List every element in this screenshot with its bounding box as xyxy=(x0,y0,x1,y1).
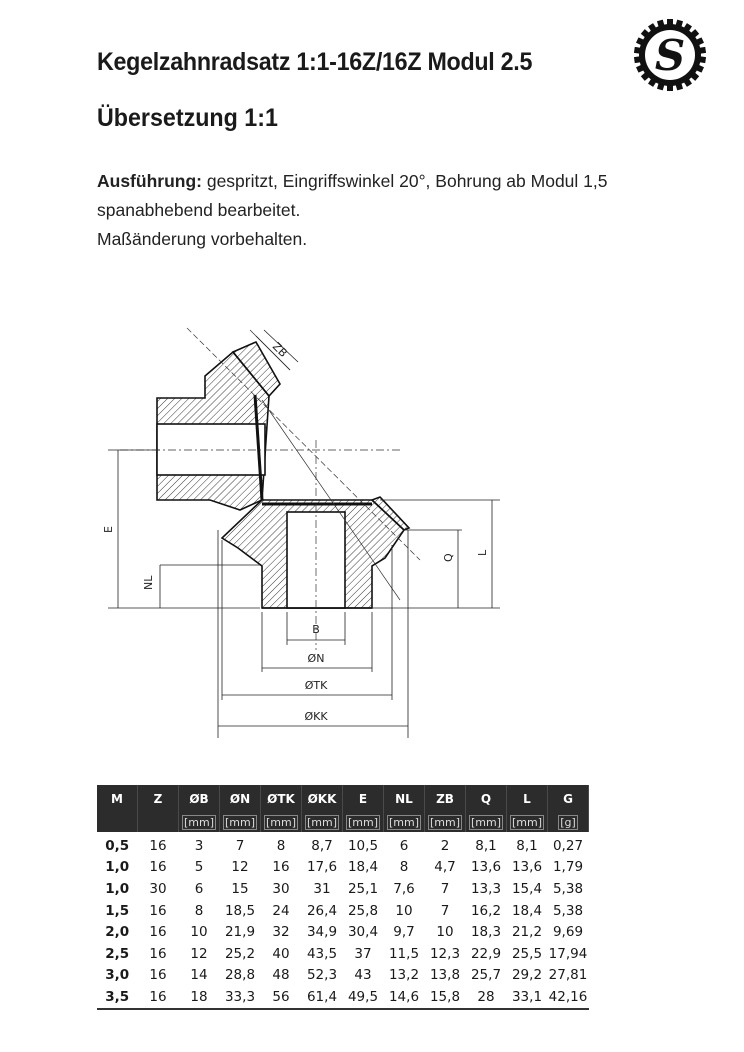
bevel-gear-drawing xyxy=(95,318,525,748)
table-cell: 9,7 xyxy=(393,924,415,941)
table-cell: 3,5 xyxy=(97,986,138,1009)
table-row xyxy=(97,921,589,943)
table-cell: 14 xyxy=(190,967,208,984)
column-unit xyxy=(220,812,261,832)
column-unit xyxy=(384,812,425,832)
column-unit xyxy=(97,812,138,832)
table-cell: 18,4 xyxy=(347,859,379,876)
table-cell: 1,79 xyxy=(552,859,584,876)
table-cell: 18 xyxy=(179,986,220,1009)
table-row xyxy=(97,857,589,879)
table-cell: 16 xyxy=(149,924,167,941)
column-unit xyxy=(425,812,466,832)
table-units-row xyxy=(97,812,589,832)
column-unit xyxy=(548,812,589,832)
table-cell: 13,2 xyxy=(388,967,420,984)
column-header: ØN xyxy=(220,785,261,812)
table-cell: 10 xyxy=(190,924,208,941)
column-header: L xyxy=(507,785,548,812)
label-e: E xyxy=(102,526,115,533)
table-cell: 10,5 xyxy=(347,837,379,854)
label-zb: ZB xyxy=(269,339,290,360)
table-cell: 3 xyxy=(194,837,204,854)
table-cell: 27,81 xyxy=(548,967,588,984)
table-cell: 30,4 xyxy=(347,924,379,941)
table-cell: 29,2 xyxy=(511,967,543,984)
label-l: L xyxy=(476,549,489,556)
column-header: NL xyxy=(384,785,425,812)
description-line-3: Maßänderung vorbehalten. xyxy=(97,229,308,249)
column-unit xyxy=(343,812,384,832)
column-unit xyxy=(179,812,220,832)
table-cell: 49,5 xyxy=(343,986,384,1009)
table-cell: 30 xyxy=(149,880,167,897)
table-cell: 21,9 xyxy=(224,924,256,941)
table-cell: 16 xyxy=(149,859,167,876)
table-cell: 8 xyxy=(194,902,204,919)
table-cell: 8 xyxy=(276,837,286,854)
unit-label: [mm] xyxy=(183,815,214,829)
description-text-1: gespritzt, Eingriffswinkel 20°, Bohrung ab Modul 1,5 xyxy=(201,171,608,191)
table-cell: 15,4 xyxy=(511,880,543,897)
table-cell: 10 xyxy=(436,924,454,941)
table-cell: 25,8 xyxy=(347,902,379,919)
column-header: ØB xyxy=(179,785,220,812)
column-header: M xyxy=(97,785,138,812)
column-header: ZB xyxy=(425,785,466,812)
table-cell: 37 xyxy=(354,945,372,962)
table-cell: 43 xyxy=(354,967,372,984)
table-cell: 16 xyxy=(138,986,179,1009)
table-cell: 2,5 xyxy=(105,945,130,962)
table-row xyxy=(97,943,589,965)
table-cell: 11,5 xyxy=(388,945,420,962)
column-unit xyxy=(466,812,507,832)
table-header-row xyxy=(97,785,589,812)
column-header: E xyxy=(343,785,384,812)
table-cell: 28,8 xyxy=(224,967,256,984)
label-kk: ØKK xyxy=(304,710,328,723)
table-cell: 34,9 xyxy=(306,924,338,941)
table-cell: 25,7 xyxy=(470,967,502,984)
table-cell: 25,5 xyxy=(511,945,543,962)
table-cell: 13,3 xyxy=(470,880,502,897)
label-b: B xyxy=(312,623,320,636)
table-row xyxy=(97,832,589,857)
table-cell: 40 xyxy=(272,945,290,962)
table-cell: 26,4 xyxy=(306,902,338,919)
column-header: G xyxy=(548,785,589,812)
table-cell: 1,5 xyxy=(105,902,130,919)
table-cell: 15,8 xyxy=(425,986,466,1009)
table-cell: 2 xyxy=(440,837,450,854)
table-cell: 6 xyxy=(399,837,409,854)
label-tk: ØTK xyxy=(304,679,328,692)
column-header: Z xyxy=(138,785,179,812)
lower-gear-section xyxy=(222,497,409,608)
table-cell: 25,1 xyxy=(347,880,379,897)
table-cell: 28 xyxy=(466,986,507,1009)
description-line-2: spanabhebend bearbeitet. xyxy=(97,200,301,220)
table-cell: 18,4 xyxy=(511,902,543,919)
table-cell: 12 xyxy=(190,945,208,962)
label-q: Q xyxy=(442,553,455,562)
table-cell: 33,1 xyxy=(507,986,548,1009)
table-cell: 6 xyxy=(194,880,204,897)
table-cell: 56 xyxy=(261,986,302,1009)
column-unit xyxy=(302,812,343,832)
table-cell: 16 xyxy=(149,902,167,919)
table-cell: 5 xyxy=(194,859,204,876)
unit-label: [mm] xyxy=(306,815,337,829)
table-cell: 9,69 xyxy=(552,924,584,941)
table-cell: 3,0 xyxy=(105,967,130,984)
table-cell: 43,5 xyxy=(306,945,338,962)
table-cell: 8,1 xyxy=(516,837,538,854)
table-cell: 22,9 xyxy=(470,945,502,962)
unit-label: [mm] xyxy=(511,815,542,829)
table-cell: 42,16 xyxy=(548,986,589,1009)
description xyxy=(97,167,608,254)
page-title: Kegelzahnradsatz 1:1-16Z/16Z Modul 2.5 xyxy=(97,48,533,76)
table-cell: 13,6 xyxy=(470,859,502,876)
table-cell: 16 xyxy=(149,837,167,854)
column-unit xyxy=(138,812,179,832)
table-cell: 7 xyxy=(235,837,245,854)
logo-letter: S xyxy=(654,31,686,80)
description-label: Ausführung: xyxy=(97,171,202,191)
table-cell: 14,6 xyxy=(384,986,425,1009)
table-cell: 1,0 xyxy=(105,880,130,897)
column-unit xyxy=(261,812,302,832)
unit-label: [mm] xyxy=(224,815,255,829)
table-cell: 0,5 xyxy=(105,837,130,854)
table-cell: 1,0 xyxy=(105,859,130,876)
table-cell: 4,7 xyxy=(434,859,456,876)
column-header: Q xyxy=(466,785,507,812)
table-row xyxy=(97,965,589,987)
table-cell: 30 xyxy=(272,880,290,897)
table-cell: 21,2 xyxy=(511,924,543,941)
table-cell: 17,94 xyxy=(548,945,588,962)
table-cell: 5,38 xyxy=(552,880,584,897)
table-cell: 12 xyxy=(231,859,249,876)
table-cell: 31 xyxy=(313,880,331,897)
unit-label: [mm] xyxy=(429,815,460,829)
column-header: ØKK xyxy=(302,785,343,812)
table-cell: 16 xyxy=(149,945,167,962)
table-cell: 32 xyxy=(272,924,290,941)
table-cell: 5,38 xyxy=(552,902,584,919)
table-row xyxy=(97,986,589,1009)
upper-gear-section xyxy=(157,342,280,510)
table-cell: 8 xyxy=(399,859,409,876)
table-row xyxy=(97,878,589,900)
table-row xyxy=(97,900,589,922)
spec-table xyxy=(97,785,589,1010)
table-cell: 52,3 xyxy=(306,967,338,984)
unit-label: [mm] xyxy=(347,815,378,829)
page-subtitle: Übersetzung 1:1 xyxy=(97,104,278,132)
table-cell: 33,3 xyxy=(220,986,261,1009)
table-cell: 24 xyxy=(272,902,290,919)
table-cell: 48 xyxy=(272,967,290,984)
table-cell: 2,0 xyxy=(105,924,130,941)
label-nl: NL xyxy=(142,575,155,590)
description-line-1 xyxy=(97,167,608,196)
table-cell: 18,5 xyxy=(224,902,256,919)
table-cell: 8,1 xyxy=(475,837,497,854)
unit-label: [mm] xyxy=(265,815,296,829)
table-cell: 7 xyxy=(440,902,450,919)
table-cell: 8,7 xyxy=(311,837,333,854)
table-cell: 17,6 xyxy=(306,859,338,876)
table-cell: 25,2 xyxy=(224,945,256,962)
column-header: ØTK xyxy=(261,785,302,812)
table-cell: 13,8 xyxy=(429,967,461,984)
table-cell: 10 xyxy=(395,902,413,919)
table-cell: 13,6 xyxy=(511,859,543,876)
table-cell: 16 xyxy=(149,967,167,984)
column-unit xyxy=(507,812,548,832)
table-cell: 16,2 xyxy=(470,902,502,919)
table-cell: 7,6 xyxy=(393,880,415,897)
table-cell: 18,3 xyxy=(470,924,502,941)
table-cell: 0,27 xyxy=(552,837,584,854)
table-cell: 16 xyxy=(272,859,290,876)
table-cell: 12,3 xyxy=(429,945,461,962)
gear-s-logo-icon xyxy=(633,18,707,92)
unit-label: [mm] xyxy=(470,815,501,829)
label-n: ØN xyxy=(307,652,325,665)
table-cell: 61,4 xyxy=(302,986,343,1009)
unit-label: [g] xyxy=(560,815,576,829)
table-cell: 7 xyxy=(440,880,450,897)
unit-label: [mm] xyxy=(388,815,419,829)
table-cell: 15 xyxy=(231,880,249,897)
